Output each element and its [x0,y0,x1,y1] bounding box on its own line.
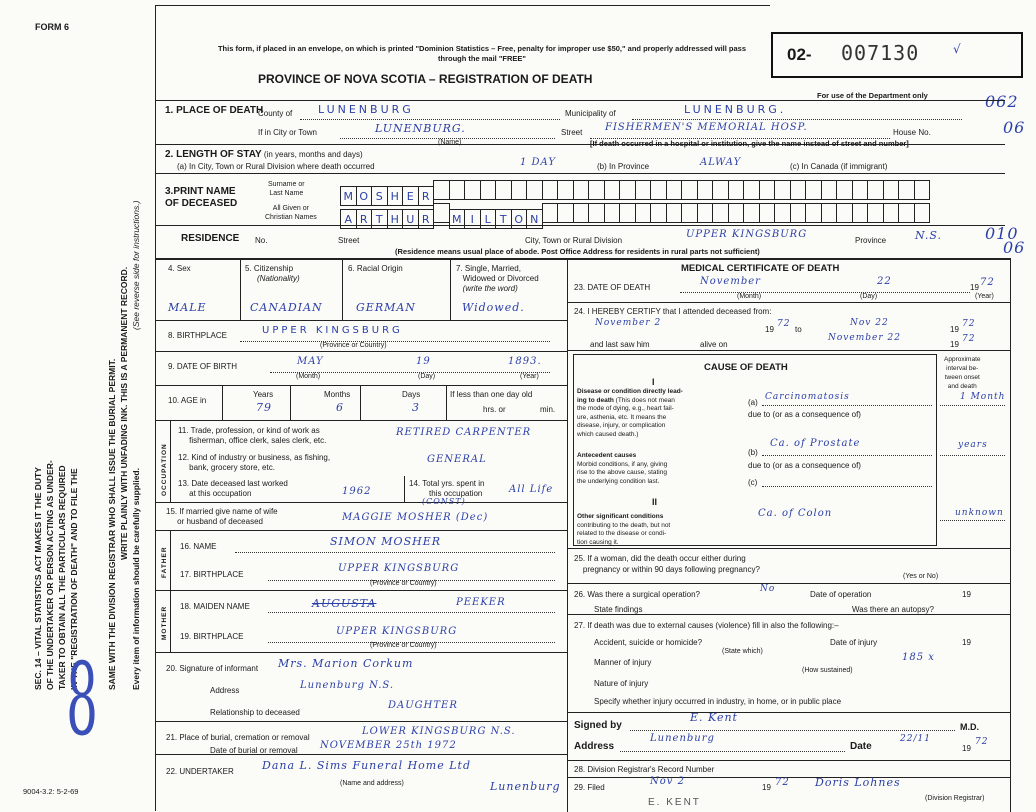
occupation-q14-label: 14. Total yrs. spent in this occupation [409,479,485,498]
county-label: County of [258,109,293,118]
filed-year: 72 [775,777,790,788]
marital-status-label: 7. Single, Married, Widowed or Divorced (write the word) [456,264,539,293]
state-which-caption: (State which) [722,648,763,655]
sex-value: MALE [168,301,207,314]
alive-on-label: alive on [700,340,728,349]
registration-number-box [771,32,1023,78]
injury-date-label: Date of injury [830,638,878,647]
father-name-value: SIMON MOSHER [330,535,442,548]
name-letter-box [650,203,667,223]
name-letter-box [883,180,900,200]
age-label: 10. AGE in [168,396,207,405]
name-letter-box [511,180,528,200]
occupation-q13-value: 1962 [342,486,372,497]
name-letter-box [712,180,729,200]
name-letter-box [805,203,822,223]
father-birthplace-label: 17. BIRTHPLACE [180,570,244,579]
manner-of-injury-label: Manner of injury [594,658,652,667]
less-than-day-label: If less than one day old [450,390,533,399]
name-letter-box: S [371,186,388,206]
dob-day: 19 [416,356,431,367]
name-letter-box [526,180,543,200]
statute-line: TAKER TO OBTAIN ALL THE PARTICULARS REQUIRED [57,465,67,690]
last-saw-label: and last saw him [590,340,650,349]
form-number: FORM 6 [35,22,70,32]
name-letter-box [759,203,776,223]
name-letter-box [728,203,745,223]
hrs-label: hrs. or [483,405,506,414]
name-letter-box [728,180,745,200]
operation-label: 26. Was there a surgical operation? [574,590,700,599]
operation-date-label: Date of operation [810,590,872,599]
injury-location-label: Specify whether injury occurred in industry, in home, or in public place [594,697,842,706]
registration-prefix: 02- [787,45,812,64]
name-letter-box [681,180,698,200]
roman-two: II [652,497,658,507]
accident-label: Accident, suicide or homicide? [594,638,703,647]
roman-one: I [652,377,655,387]
informant-relationship: DAUGHTER [388,700,458,711]
death-month-caption: (Month) [737,293,762,300]
name-letter-box [867,203,884,223]
age-months-value: 6 [336,401,344,414]
autopsy-label: Was there an autopsy? [852,605,934,614]
name-letter-box [898,203,915,223]
name-letter-box: M [449,209,466,229]
name-letter-box [619,180,636,200]
name-letter-box: R [418,186,435,206]
father-side-label: FATHER [161,546,168,578]
operation-year-prefix: 19 [962,590,971,599]
cert-year-prefix: 19 [962,744,971,753]
name-letter-box: E [402,186,419,206]
last-saw-year-prefix: 19 [950,340,959,349]
occupation-q12-label: 12. Kind of industry or business, as fishing, bank, grocery store, etc. [178,453,331,472]
name-letter-box [898,180,915,200]
informant-relationship-label: Relationship to deceased [210,708,300,717]
cause-of-death-header: CAUSE OF DEATH [704,362,788,373]
attended-from-year: 72 [777,319,791,329]
statute-line: WRITE PLAINLY WITH UNFADING INK. THIS IS A PERMANENT RECORD. [119,266,129,560]
surname-label: Surname or Last Name [268,181,305,197]
name-letter-box [573,203,590,223]
occupation-q11-label: 11. Trade, profession, or kind of work as fisherman, office clerk, sales clerk, etc. [178,426,327,445]
residence-label: RESIDENCE [181,233,240,244]
stay-c-label: (c) In Canada (if immigrant) [790,162,888,171]
interval-b-value: years [958,440,988,450]
registration-number: 007130 [841,41,920,65]
stay-a-label: (a) In City, Town or Rural Division where death occurred [177,162,375,171]
supply-note: Every item of information should be carefully supplied. [131,468,141,690]
name-letter-box [619,203,636,223]
pregnancy-label: 25. If a woman, did the death occur either during pregnancy or within 90 days following pregnancy? [574,554,760,574]
name-letter-box [821,180,838,200]
min-label: min. [540,405,556,414]
consequence-label-b: due to (or as a consequence of) [748,461,861,470]
dob-label: 9. DATE OF BIRTH [168,362,238,371]
name-letter-box [588,203,605,223]
pregnancy-yes-no-caption: (Yes or No) [903,573,939,580]
name-letter-box [914,180,931,200]
operation-value: No [760,584,776,594]
attended-to-year: 72 [962,319,976,329]
burial-date-value: NOVEMBER 25th 1972 [320,740,457,751]
county-value: LUNENBURG [318,103,414,116]
residence-province-value: N.S. [915,229,943,242]
name-letter-box [604,203,621,223]
attended-to: Nov 22 [850,318,889,328]
name-letter-box: O [511,209,528,229]
name-letter-box [666,203,683,223]
dob-month-caption: (Month) [296,373,321,380]
length-of-stay-label: 2. LENGTH OF STAY (in years, months and days) [165,149,363,160]
name-letter-box [836,203,853,223]
name-letter-box [557,203,574,223]
certify-label: 24. I HEREBY CERTIFY that I attended deceased from: [574,307,772,316]
name-letter-box [697,180,714,200]
father-name-label: 16. NAME [180,542,217,551]
hospital-note: [If death occurred in a hospital or institution, give the name instead of street and number] [590,139,909,148]
undertaker-value: Dana L. Sims Funeral Home Ltd [262,759,472,772]
place-of-death-label: 1. PLACE OF DEATH [165,105,264,116]
residence-city-label: City, Town or Rural Division [525,236,623,245]
dob-year-caption: (Year) [520,373,539,380]
racial-origin-label: 6. Racial Origin [348,264,403,273]
informant-signature: Mrs. Marion Corkum [278,657,414,670]
undertaker-label: 22. UNDERTAKER [166,767,234,776]
signed-by-label: Signed by [574,720,622,731]
cause-b-label: (b) [748,448,758,457]
name-letter-box [914,203,931,223]
name-letter-box [743,180,760,200]
dept-code-3: 010 [985,224,1019,243]
manner-note: 185 x [902,652,935,663]
mother-maiden-label: 18. MAIDEN NAME [180,602,250,611]
antecedent-label: Antecedent causes Morbid conditions, if any, giving rise to the above cause, stating the underlying condition last. [577,452,668,485]
racial-origin-value: GERMAN [356,301,416,314]
attended-to-label: to [795,325,802,334]
name-letter-box [588,180,605,200]
residence-note: (Residence means usual place of abode. Post Office Address for residents in rural parts not sufficient) [395,247,760,256]
death-year-caption: (Year) [975,293,994,300]
mother-side-label: MOTHER [161,605,168,640]
name-letter-box [790,203,807,223]
occupation-q12-value: GENERAL [427,454,487,465]
name-letter-box [480,180,497,200]
dob-month: MAY [297,356,324,367]
name-letter-box [433,180,450,200]
medical-header: MEDICAL CERTIFICATE OF DEATH [681,263,840,274]
burial-place-label: 21. Place of burial, cremation or removal [166,733,310,742]
mail-notice: This form, if placed in an envelope, on which is printed "Dominion Statistics – Free, penalty for improper use $50," and properly addressed will pass through the mail "FREE" [217,44,747,63]
name-letter-box: L [480,209,497,229]
consequence-label-a: due to (or as a consequence of) [748,410,861,419]
municipality-value: LUNENBURG. [684,103,787,116]
name-letter-box: T [495,209,512,229]
dept-use-label: For use of the Department only [817,91,928,100]
name-letter-box [604,180,621,200]
residence-no-label: No. [255,236,268,245]
date-of-death-year-prefix: 19 [970,283,979,292]
statute-line: SEC. 14 – VITAL STATISTICS ACT MAKES IT THE DUTY [33,467,43,690]
name-letter-box [635,180,652,200]
name-letter-box [464,180,481,200]
mother-birthplace-label: 19. BIRTHPLACE [180,632,244,641]
name-letter-box: T [371,209,388,229]
name-letter-box: U [402,209,419,229]
registration-check: √ [953,42,962,56]
mother-maiden-value: PEEKER [456,597,506,608]
attended-from: November 2 [595,318,662,328]
name-letter-box: R [356,209,373,229]
md-label: M.D. [960,722,979,732]
street-value: FISHERMEN'S MEMORIAL HOSP. [605,122,808,133]
other-conditions-value: Ca. of Colon [758,508,833,519]
name-letter-box [573,180,590,200]
cert-date-year: 72 [975,737,989,747]
name-letter-box [433,203,450,223]
burial-date-label: Date of burial or removal [210,746,298,755]
name-letter-box [867,180,884,200]
last-saw-year: 72 [962,334,976,344]
marital-status-value: Widowed. [462,301,525,314]
occupation-q14-extra: (CONST) [422,497,466,506]
name-letter-box [666,180,683,200]
interval-header: Approximate interval be- tween onset and death [944,356,981,390]
other-conditions-label: Other significant conditions contributing to the death, but not related to the disease or condi- tion causing it. [577,513,671,546]
cause-c-label: (c) [748,478,758,487]
name-letter-box [805,180,822,200]
name-letter-box: H [387,186,404,206]
external-causes-label: 27. If death was due to external causes (violence) fill in also the following:– [574,621,839,630]
statute-line: SAME WITH THE DIVISION REGISTRAR WHO SHALL ISSUE THE BURIAL PERMIT. [107,358,117,690]
injury-year-prefix: 19 [962,638,971,647]
mother-birthplace-value: UPPER KINGSBURG [336,626,458,637]
stay-a-value: 1 DAY [520,157,556,168]
last-saw-date: November 22 [828,333,901,343]
name-letter-box [821,203,838,223]
interval-other-value: unknown [955,508,1004,518]
name-letter-box [542,180,559,200]
filed-year-prefix: 19 [762,783,771,792]
name-letter-box: H [387,209,404,229]
registrar-caption: (Division Registrar) [925,795,985,802]
residence-street-label: Street [338,236,360,245]
mother-maiden-struck: AUGUSTA [312,597,377,610]
nature-of-injury-label: Nature of injury [594,679,649,688]
occupation-q13-label: 13. Date deceased last worked at this occupation [178,479,288,498]
findings-label: State findings [594,605,643,614]
undertaker-caption: (Name and address) [340,780,404,787]
stay-b-label: (b) In Province [597,162,650,171]
dept-code-2: 06 [1003,118,1026,137]
birthplace-label: 8. BIRTHPLACE [168,331,227,340]
burial-place-value: LOWER KINGSBURG N.S. [362,726,516,737]
name-letter-box [852,203,869,223]
cause-a-label: (a) [748,398,758,407]
name-letter-box: I [464,209,481,229]
name-letter-box [697,203,714,223]
name-letter-box [743,203,760,223]
given-names-boxes [340,203,929,226]
name-letter-box [774,203,791,223]
page-title: PROVINCE OF NOVA SCOTIA – REGISTRATION OF DEATH [258,72,593,86]
physician-address-label: Address [574,741,615,752]
dob-day-caption: (Day) [418,373,436,380]
informant-signature-label: 20. Signature of informant [166,664,259,673]
name-letter-box: R [418,209,435,229]
name-letter-box [774,180,791,200]
name-letter-box: N [526,209,543,229]
date-of-death-label: 23. DATE OF DEATH [574,283,651,292]
name-letter-box [852,180,869,200]
city-label: If in City or Town [258,128,317,137]
name-letter-box [635,203,652,223]
occupation-q11-value: RETIRED CARPENTER [396,427,532,438]
birthplace-caption: (Province or Country) [320,342,387,349]
dept-code-4: 06 [1003,238,1026,257]
statute-line: IN THE "REGISTRATION OF DEATH" AND TO FILE THE [69,468,79,690]
name-letter-box: A [340,209,357,229]
age-months-label: Months [324,390,351,399]
house-label: House No. [893,128,931,137]
name-letter-box [650,180,667,200]
date-of-death-day: 22 [877,276,892,287]
street-label: Street [561,128,583,137]
name-letter-box: O [356,186,373,206]
citizenship-label: 5. Citizenship [245,264,294,273]
filed-label: 29. Filed [574,783,605,792]
record-number-label: 28. Division Registrar's Record Number [574,765,715,774]
attended-to-year-prefix: 19 [950,325,959,334]
municipality-label: Municipality of [565,109,616,118]
mother-birthplace-caption: (Province or Country) [370,642,437,649]
disease-label: Disease or condition directly lead- ing to death (This does not mean the mode of dying, e.g., heart fail- ure, asthenia, etc. It means the disease, injury, or complication which caused death.) [577,388,683,438]
deceased-name-label: 3.PRINT NAME OF DECEASED [165,186,238,209]
age-days-value: 3 [412,401,420,414]
birthplace-value: UPPER KINGSBURG [262,325,403,336]
name-letter-box [542,203,559,223]
residence-province-label: Province [855,236,887,245]
name-letter-box [712,203,729,223]
reverse-note: (See reverse side for instructions.) [131,200,141,330]
surname-boxes [340,180,929,203]
cert-date-value: 22/11 [900,734,931,744]
father-birthplace-caption: (Province or Country) [370,580,437,587]
dob-year: 1893. [508,356,542,367]
stay-b-value: ALWAY [700,157,742,168]
undertaker-value-2: Lunenburg [490,780,561,793]
cause-b-value: Ca. of Prostate [770,438,861,449]
name-caption: (Name) [438,139,462,146]
residence-city-value: UPPER KINGSBURG [686,229,808,240]
age-years-label: Years [253,390,274,399]
name-letter-box [790,180,807,200]
city-value: LUNENBURG. [375,122,466,135]
name-letter-box [495,180,512,200]
dept-code-1: 062 [985,92,1019,111]
name-letter-box [883,203,900,223]
physician-address-value: Lunenburg [650,733,715,744]
given-names-label: All Given or Christian Names [265,205,317,221]
father-birthplace-value: UPPER KINGSBURG [338,563,460,574]
name-letter-box [759,180,776,200]
informant-address-label: Address [210,686,240,695]
sex-label: 4. Sex [168,264,191,273]
name-letter-box [449,180,466,200]
attended-from-year-prefix: 19 [765,325,774,334]
print-code: 9004-3.2: 5-2-69 [23,787,79,796]
name-letter-box [681,203,698,223]
name-letter-box: M [340,186,357,206]
how-sustained-caption: (How sustained) [802,667,853,674]
date-of-death-month: November [700,276,761,287]
name-letter-box [836,180,853,200]
filed-date: Nov 2 [650,776,685,787]
statute-line: OF THE UNDERTAKER OR PERSON ACTING AS UNDER- [45,460,55,690]
age-days-label: Days [402,390,421,399]
interval-a-value: 1 Month [960,392,1006,402]
name-letter-box [557,180,574,200]
cause-a-value: Carcinomatosis [765,392,850,402]
kent-note: E. KENT [648,797,701,808]
occupation-side-label: OCCUPATION [161,443,168,496]
occupation-q14-value: All Life [509,484,554,495]
informant-address: Lunenburg N.S. [300,680,395,691]
age-years-value: 79 [256,401,272,414]
spouse-label: 15. If married give name of wife or husband of deceased [166,507,278,526]
date-of-death-year: 72 [980,277,995,288]
death-day-caption: (Day) [860,293,878,300]
citizenship-sub: (Nationality) [257,274,300,283]
signed-by-value: E. Kent [690,711,738,724]
spouse-value: MAGGIE MOSHER (Dec) [342,512,489,523]
margin-scribble: 8 [66,641,99,758]
cert-date-label: Date [850,741,872,752]
citizenship-value: CANADIAN [250,301,323,314]
registrar-signature: Doris Lohnes [815,776,901,789]
